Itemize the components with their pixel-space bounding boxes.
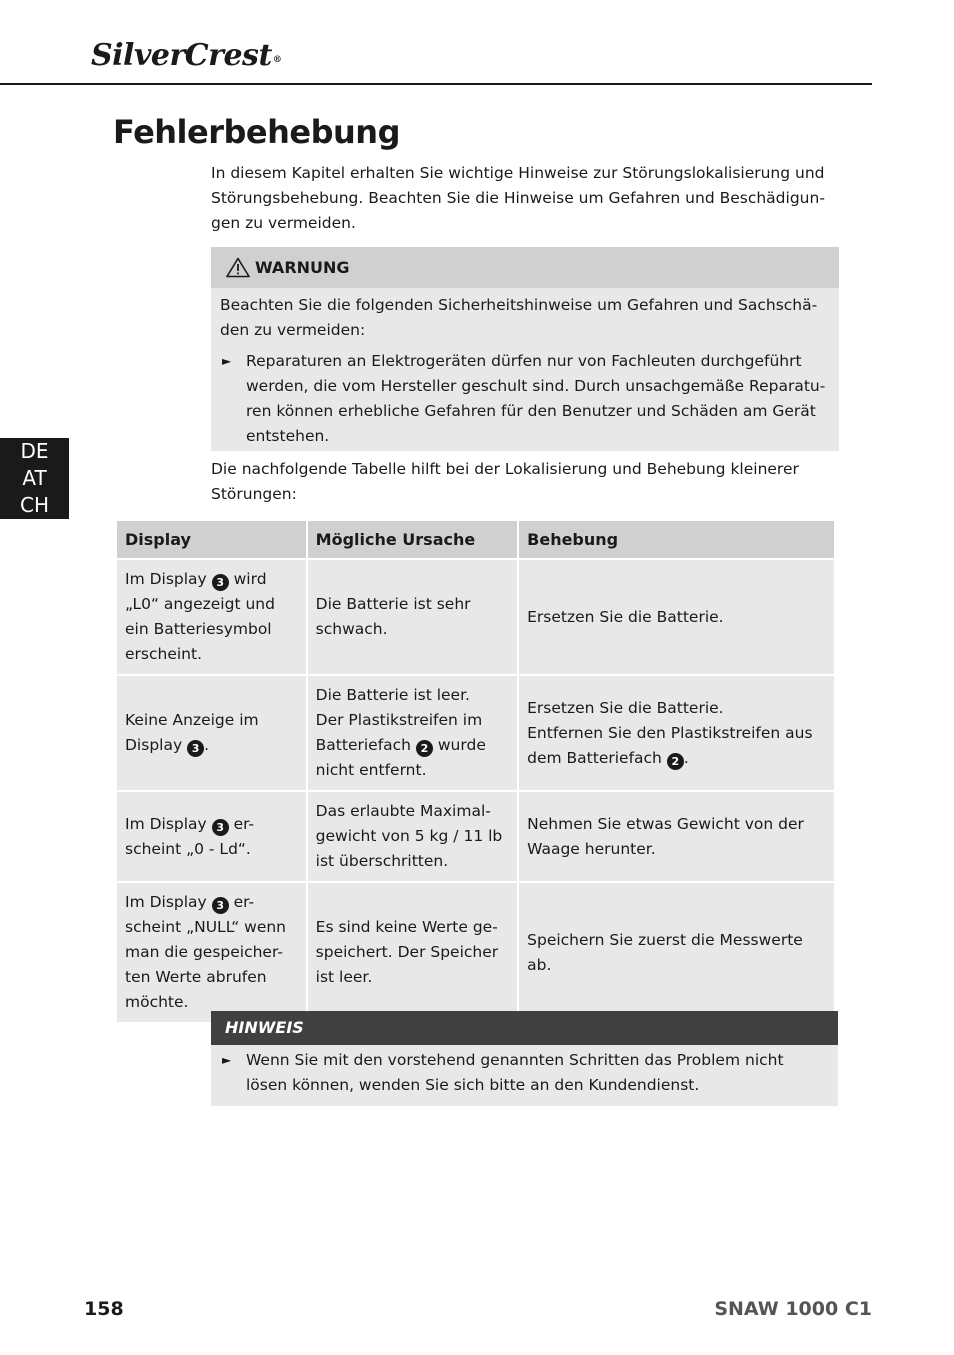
table-row: [117, 792, 834, 881]
cell-fix: Ersetzen Sie die Batterie.: [519, 560, 834, 674]
warning-box: [211, 247, 839, 451]
note-bullet-text: Wenn Sie mit den vorstehend genannten Schritten das Problem nicht lösen können, wenden Sie sich bitte an den Kundendienst.: [246, 1051, 784, 1094]
note-bullet: [220, 1048, 828, 1098]
ref-number-icon: 2: [416, 740, 433, 757]
cell-fix: Ersetzen Sie die Batterie. Entfernen Sie den Plastikstreifen aus dem Batteriefach 2 .: [519, 676, 834, 790]
warning-bullet-text: Reparaturen an Elektrogeräten dürfen nur von Fachleuten durchgeführt werden, die vom Hersteller geschult sind. Durch unsachgemäße Reparatu-ren können erhebliche Gefahren für den Benutzer und Schäden am Gerät entstehen.: [246, 352, 826, 445]
header-display: Display: [117, 521, 306, 558]
header-cause: Mögliche Ursache: [308, 521, 517, 558]
header-fix: Behebung: [519, 521, 834, 558]
ref-number-icon: 3: [212, 574, 229, 591]
table-row: [117, 560, 834, 674]
cell-display: Keine Anzeige im Display 3 .: [117, 676, 306, 790]
note-header: HINWEIS: [211, 1011, 838, 1045]
ref-number-icon: 2: [667, 753, 684, 770]
cell-cause: Es sind keine Werte ge-speichert. Der Speicher ist leer.: [308, 883, 517, 1022]
warning-text: Beachten Sie die folgenden Sicherheitshinweise um Gefahren und Sachschä-den zu vermeiden:: [220, 296, 818, 339]
lang-ch: CH: [19, 493, 49, 517]
language-tab: [0, 438, 69, 519]
lang-at: AT: [22, 466, 47, 490]
table-row: [117, 883, 834, 1022]
table-header-row: [117, 521, 834, 558]
troubleshooting-table: [115, 519, 836, 1024]
warning-header: [211, 247, 839, 288]
cell-cause: Die Batterie ist leer. Der Plastikstreifen im Batteriefach 2 wurde nicht entfernt.: [308, 676, 517, 790]
cell-display: Im Display 3 er-scheint „0 - Ld“.: [117, 792, 306, 881]
ref-number-icon: 3: [187, 740, 204, 757]
cell-cause: Die Batterie ist sehr schwach.: [308, 560, 517, 674]
bullet-arrow-icon: ►: [222, 1053, 232, 1067]
cell-display: Im Display 3 wird „L0“ angezeigt und ein Batteriesymbol erscheint.: [117, 560, 306, 674]
cell-cause: Das erlaubte Maximal-gewicht von 5 kg / 11 lb ist überschritten.: [308, 792, 517, 881]
cell-fix: Nehmen Sie etwas Gewicht von der Waage herunter.: [519, 792, 834, 881]
header-rule: [0, 83, 872, 85]
table-lead-paragraph: Die nachfolgende Tabelle hilft bei der Lokalisierung und Behebung kleinerer Störungen:: [211, 460, 799, 503]
registered-mark: ®: [272, 55, 282, 65]
brand-name: SilverCrest: [91, 38, 272, 73]
table-row: [117, 676, 834, 790]
ref-number-icon: 3: [212, 897, 229, 914]
page-number: 158: [84, 1298, 124, 1320]
intro-paragraph: In diesem Kapitel erhalten Sie wichtige Hinweise zur Störungslokalisierung und Störungsbehebung. Beachten Sie die Hinweise um Gefahren und Beschädigun-gen zu vermeiden.: [211, 164, 825, 232]
note-box: [211, 1011, 838, 1106]
lang-de: DE: [20, 439, 49, 463]
ref-number-icon: 3: [212, 819, 229, 836]
model-name: SNAW 1000 C1: [714, 1298, 872, 1320]
warning-bullet: [220, 349, 829, 449]
brand-logo: [91, 36, 281, 76]
warning-triangle-icon: [226, 257, 250, 278]
cell-display: Im Display 3 er-scheint „NULL“ wenn man die gespeicher-ten Werte abrufen möchte.: [117, 883, 306, 1022]
cell-fix: Speichern Sie zuerst die Messwerte ab.: [519, 883, 834, 1022]
page-title: Fehlerbehebung: [113, 113, 400, 151]
bullet-arrow-icon: ►: [222, 354, 232, 368]
warning-title: WARNUNG: [255, 258, 350, 277]
